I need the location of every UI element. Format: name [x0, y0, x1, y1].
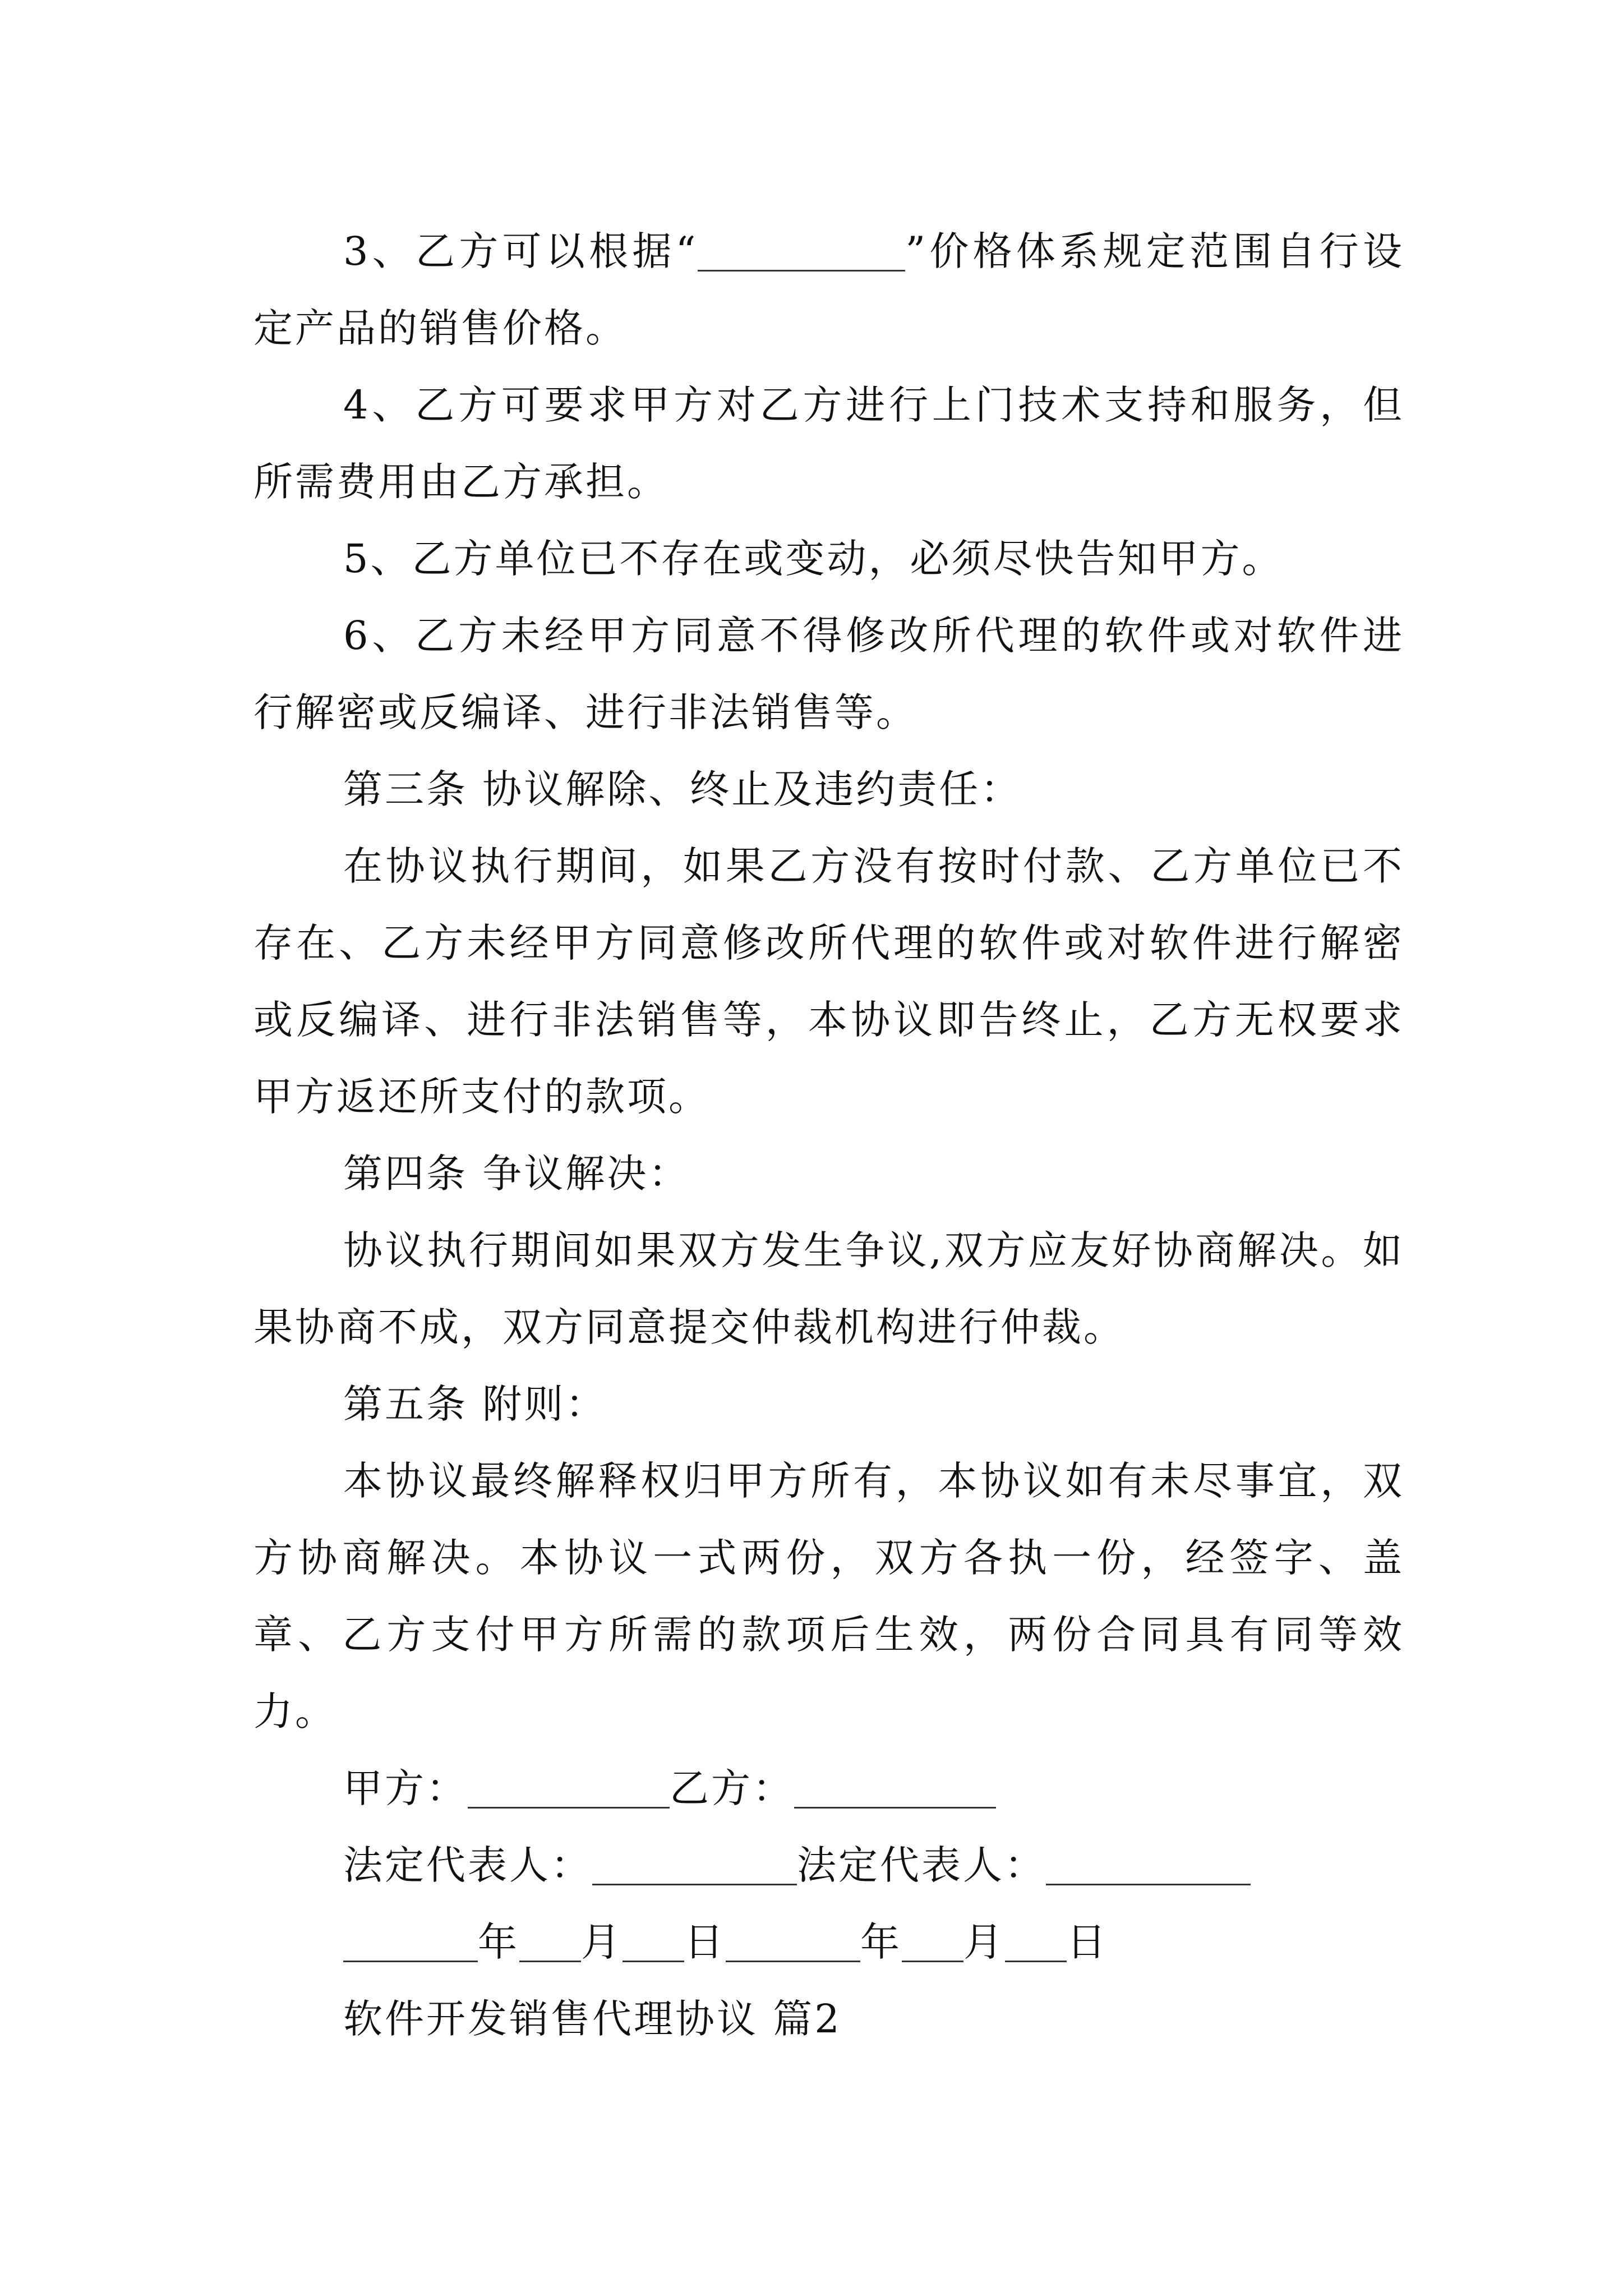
- rep-a-blank: [592, 1844, 797, 1885]
- date-line: [253, 1904, 1404, 1981]
- year-a-blank: [343, 1921, 478, 1962]
- rep-b-label: 法定代表人：: [797, 1842, 1046, 1888]
- clause-3-text-a: 3、乙方可以根据“: [343, 228, 698, 274]
- day-a-blank: [623, 1921, 684, 1962]
- representative-line: [253, 1827, 1404, 1904]
- price-system-blank: [698, 231, 905, 272]
- month-b-label: 月: [963, 1919, 1005, 1965]
- year-a-label: 年: [478, 1919, 519, 1965]
- article-4-body: 协议执行期间如果双方发生争议,双方应友好协商解决。如果协商不成，双方同意提交仲裁机构进行仲裁。: [253, 1227, 1404, 1350]
- party-b-label: 乙方：: [670, 1765, 794, 1811]
- day-b-blank: [1005, 1921, 1067, 1962]
- article-3-title: 第三条 协议解除、终止及违约责任：: [343, 766, 1022, 812]
- clause-3: [253, 213, 1404, 367]
- month-b-blank: [902, 1921, 963, 1962]
- rep-b-blank: [1046, 1844, 1251, 1885]
- clause-3-text-b: ”价格体系规定范围自行设定产品的销售价格。: [253, 228, 1404, 351]
- article-5-body: 本协议最终解释权归甲方所有，本协议如有未尽事宜，双方协商解决。本协议一式两份，双方各执一份，经签字、盖章、乙方支付甲方所需的款项后生效，两份合同具有同等效力。: [253, 1458, 1404, 1734]
- next-section-title: 软件开发销售代理协议 篇2: [343, 1996, 842, 2042]
- document-page: [253, 213, 1404, 2058]
- clause-6: 6、乙方未经甲方同意不得修改所代理的软件或对软件进行解密或反编译、进行非法销售等。: [253, 613, 1404, 735]
- day-a-label: 日: [684, 1919, 726, 1965]
- party-a-blank: [468, 1768, 670, 1809]
- year-b-label: 年: [860, 1919, 902, 1965]
- article-4-title: 第四条 争议解决：: [343, 1151, 690, 1197]
- article-5-title: 第五条 附则：: [343, 1381, 607, 1427]
- party-b-blank: [794, 1768, 996, 1809]
- article-3-body: 在协议执行期间，如果乙方没有按时付款、乙方单位已不存在、乙方未经甲方同意修改所代理的软件或对软件进行解密或反编译、进行非法销售等，本协议即告终止，乙方无权要求甲方返还所支付的款项。: [253, 843, 1404, 1120]
- year-b-blank: [726, 1921, 860, 1962]
- month-a-label: 月: [581, 1919, 623, 1965]
- month-a-blank: [519, 1921, 581, 1962]
- day-b-label: 日: [1067, 1919, 1108, 1965]
- party-line: [253, 1750, 1404, 1827]
- clause-5: 5、乙方单位已不存在或变动，必须尽快告知甲方。: [343, 536, 1284, 582]
- rep-a-label: 法定代表人：: [343, 1842, 592, 1888]
- clause-4: 4、乙方可要求甲方对乙方进行上门技术支持和服务，但所需费用由乙方承担。: [253, 382, 1404, 505]
- party-a-label: 甲方：: [343, 1765, 468, 1811]
